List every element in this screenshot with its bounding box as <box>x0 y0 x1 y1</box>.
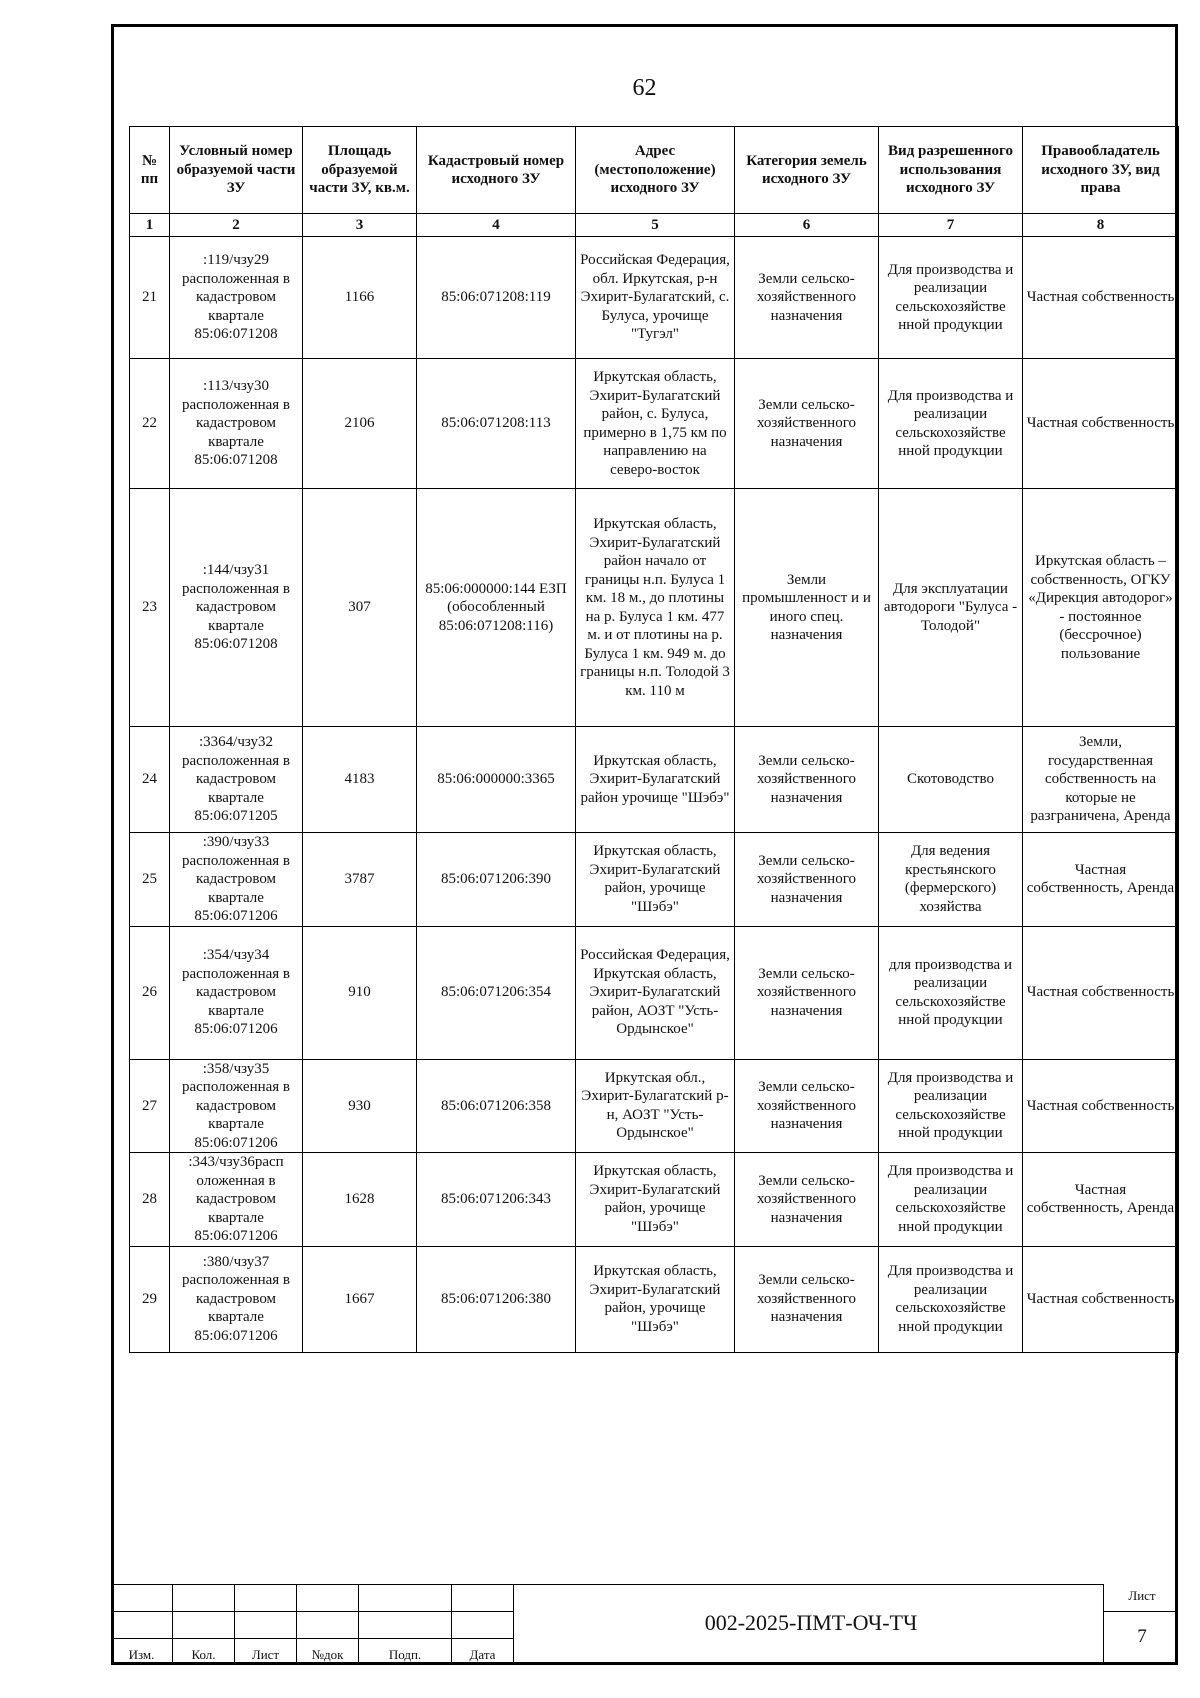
stamp-cell <box>173 1611 235 1638</box>
table-row <box>130 1153 1179 1247</box>
land-category-cell: Земли сельско-хозяйственного назначения <box>735 237 879 359</box>
column-number: 2 <box>170 214 303 237</box>
area-cell: 1166 <box>303 237 417 359</box>
area-cell: 930 <box>303 1059 417 1153</box>
area-cell: 2106 <box>303 359 417 489</box>
header-cell: Кадастровый номер исходного ЗУ <box>417 127 576 214</box>
column-number: 7 <box>879 214 1023 237</box>
address-cell: Иркутская область, Эхирит-Булагатский район, урочище "Шэбэ" <box>576 1153 735 1247</box>
area-cell: 1628 <box>303 1153 417 1247</box>
address-cell: Иркутская область, Эхирит-Булагатский район, урочище "Шэбэ" <box>576 1246 735 1352</box>
stamp-cell <box>359 1584 452 1611</box>
stamp-cell <box>235 1611 297 1638</box>
permitted-use-cell: Для эксплуатации автодороги "Булуса - Толодой" <box>879 489 1023 727</box>
permitted-use-cell: для производства и реализации сельскохозяйстве нной продукции <box>879 926 1023 1059</box>
area-cell: 3787 <box>303 833 417 927</box>
area-cell: 910 <box>303 926 417 1059</box>
table-row <box>130 237 1179 359</box>
parcel-part-number-cell: :380/чзу37 расположенная в кадастровом квартале 85:06:071206 <box>170 1246 303 1352</box>
land-category-cell: Земли сельско-хозяйственного назначения <box>735 359 879 489</box>
stamp-label-cell <box>452 1638 514 1665</box>
parcel-part-number-cell: :144/чзу31 расположенная в кадастровом квартале 85:06:071208 <box>170 489 303 727</box>
land-category-cell: Земли сельско-хозяйственного назначения <box>735 833 879 927</box>
column-number: 3 <box>303 214 417 237</box>
land-category-cell: Земли сельско-хозяйственного назначения <box>735 926 879 1059</box>
title-block <box>111 1584 1178 1665</box>
header-cell: Правообладатель исходного ЗУ, вид права <box>1023 127 1179 214</box>
stamp-cell <box>452 1611 514 1638</box>
row-number-cell: 22 <box>130 359 170 489</box>
stamp-label-cell <box>111 1638 173 1665</box>
permitted-use-cell: Для производства и реализации сельскохозяйстве нной продукции <box>879 359 1023 489</box>
cadastral-number-cell: 85:06:071206:343 <box>417 1153 576 1247</box>
column-number-row <box>130 214 1179 237</box>
address-cell: Российская Федерация, Иркутская область, Эхирит-Булагатский район, АОЗТ "Усть-Ордынское" <box>576 926 735 1059</box>
row-number-cell: 29 <box>130 1246 170 1352</box>
stamp-cell <box>359 1611 452 1638</box>
right-holder-cell: Иркутская область – собственность, ОГКУ «Дирекция автодорог» - постоянное (бессрочное) пользование <box>1023 489 1179 727</box>
sheet-number: 7 <box>1137 1626 1147 1647</box>
stamp-label: Подп. <box>388 1647 422 1662</box>
stamp-label-cell <box>173 1638 235 1665</box>
sheet-label: Лист <box>1128 1588 1156 1603</box>
parcel-part-number-cell: :358/чзу35 расположенная в кадастровом квартале 85:06:071206 <box>170 1059 303 1153</box>
right-holder-cell: Частная собственность <box>1023 237 1179 359</box>
stamp-cell <box>111 1611 173 1638</box>
row-number-cell: 21 <box>130 237 170 359</box>
address-cell: Иркутская область, Эхирит-Булагатский район урочище "Шэбэ" <box>576 727 735 833</box>
land-parcels-table <box>129 126 1179 1353</box>
right-holder-cell: Частная собственность <box>1023 359 1179 489</box>
stamp-label: Лист <box>251 1647 280 1662</box>
stamp-cell <box>173 1584 235 1611</box>
permitted-use-cell: Скотоводство <box>879 727 1023 833</box>
column-number: 4 <box>417 214 576 237</box>
stamp-label-cell <box>359 1638 452 1665</box>
parcel-part-number-cell: :113/чзу30 расположенная в кадастровом квартале 85:06:071208 <box>170 359 303 489</box>
stamp-label: Кол. <box>191 1647 216 1662</box>
table-row <box>130 926 1179 1059</box>
address-cell: Иркутская область, Эхирит-Булагатский район, с. Булуса, примерно в 1,75 км по направлению на северо-восток <box>576 359 735 489</box>
table-row <box>130 1246 1179 1352</box>
header-cell: Площадь образуемой части ЗУ, кв.м. <box>303 127 417 214</box>
column-number: 1 <box>130 214 170 237</box>
stamp-label-cell <box>297 1638 359 1665</box>
permitted-use-cell: Для производства и реализации сельскохозяйстве нной продукции <box>879 1059 1023 1153</box>
area-cell: 4183 <box>303 727 417 833</box>
right-holder-cell: Частная собственность <box>1023 1246 1179 1352</box>
cadastral-number-cell: 85:06:000000:3365 <box>417 727 576 833</box>
land-category-cell: Земли промышленност и и иного спец. назначения <box>735 489 879 727</box>
row-number-cell: 27 <box>130 1059 170 1153</box>
cadastral-number-cell: 85:06:000000:144 ЕЗП (обособленный 85:06:071208:116) <box>417 489 576 727</box>
stamp-label: №док <box>311 1647 344 1662</box>
column-number: 8 <box>1023 214 1179 237</box>
stamp-label-cell <box>235 1638 297 1665</box>
stamp-cell <box>111 1584 173 1611</box>
row-number-cell: 28 <box>130 1153 170 1247</box>
right-holder-cell: Частная собственность, Аренда <box>1023 833 1179 927</box>
table-row <box>130 1059 1179 1153</box>
land-category-cell: Земли сельско-хозяйственного назначения <box>735 1153 879 1247</box>
area-cell: 307 <box>303 489 417 727</box>
address-cell: Иркутская область, Эхирит-Булагатский район, урочище "Шэбэ" <box>576 833 735 927</box>
permitted-use-cell: Для производства и реализации сельскохозяйстве нной продукции <box>879 1153 1023 1247</box>
table-row <box>130 833 1179 927</box>
table-header-row <box>130 127 1179 214</box>
column-number: 6 <box>735 214 879 237</box>
table-row <box>130 489 1179 727</box>
address-cell: Российская Федерация, обл. Иркутская, р-н Эхирит-Булагатский, с. Булуса, урочище "Тугэл" <box>576 237 735 359</box>
address-cell: Иркутская область, Эхирит-Булагатский район начало от границы н.п. Булуса 1 км. 18 м., до плотины на р. Булуса 1 км. 477 м. и от плотины на р. Булуса 1 км. 949 м. до границы н.п. Толодой 3 км. 110 м <box>576 489 735 727</box>
header-cell: Вид разрешенного использования исходного ЗУ <box>879 127 1023 214</box>
header-cell: Категория земель исходного ЗУ <box>735 127 879 214</box>
area-cell: 1667 <box>303 1246 417 1352</box>
stamp-cell <box>452 1584 514 1611</box>
permitted-use-cell: Для производства и реализации сельскохозяйстве нной продукции <box>879 237 1023 359</box>
cadastral-number-cell: 85:06:071208:113 <box>417 359 576 489</box>
cadastral-number-cell: 85:06:071206:390 <box>417 833 576 927</box>
parcel-part-number-cell: :343/чзу36расп оложенная в кадастровом квартале 85:06:071206 <box>170 1153 303 1247</box>
land-category-cell: Земли сельско-хозяйственного назначения <box>735 1246 879 1352</box>
header-cell: Условный номер образуемой части ЗУ <box>170 127 303 214</box>
permitted-use-cell: Для производства и реализации сельскохозяйстве нной продукции <box>879 1246 1023 1352</box>
cadastral-number-cell: 85:06:071206:380 <box>417 1246 576 1352</box>
right-holder-cell: Частная собственность <box>1023 926 1179 1059</box>
document-code: 002-2025-ПМТ-ОЧ-ТЧ <box>704 1610 918 1635</box>
address-cell: Иркутская обл., Эхирит-Булагатский р-н, АОЗТ "Усть-Ордынское" <box>576 1059 735 1153</box>
row-number-cell: 26 <box>130 926 170 1059</box>
cadastral-number-cell: 85:06:071206:358 <box>417 1059 576 1153</box>
header-cell: № пп <box>130 127 170 214</box>
stamp-label: Изм. <box>128 1647 155 1662</box>
parcel-part-number-cell: :390/чзу33 расположенная в кадастровом квартале 85:06:071206 <box>170 833 303 927</box>
parcel-part-number-cell: :3364/чзу32 расположенная в кадастровом квартале 85:06:071205 <box>170 727 303 833</box>
cadastral-number-cell: 85:06:071208:119 <box>417 237 576 359</box>
row-number-cell: 23 <box>130 489 170 727</box>
parcel-part-number-cell: :119/чзу29 расположенная в кадастровом квартале 85:06:071208 <box>170 237 303 359</box>
header-cell: Адрес (местоположение) исходного ЗУ <box>576 127 735 214</box>
column-number: 5 <box>576 214 735 237</box>
cadastral-number-cell: 85:06:071206:354 <box>417 926 576 1059</box>
land-category-cell: Земли сельско-хозяйственного назначения <box>735 727 879 833</box>
page-number: 62 <box>632 75 657 101</box>
table-row <box>130 359 1179 489</box>
permitted-use-cell: Для ведения крестьянского (фермерского) хозяйства <box>879 833 1023 927</box>
stamp-cell <box>297 1611 359 1638</box>
stamp-label: Дата <box>469 1647 496 1662</box>
parcel-part-number-cell: :354/чзу34 расположенная в кадастровом квартале 85:06:071206 <box>170 926 303 1059</box>
stamp-cell <box>297 1584 359 1611</box>
table-row <box>130 727 1179 833</box>
stamp-cell <box>235 1584 297 1611</box>
land-category-cell: Земли сельско-хозяйственного назначения <box>735 1059 879 1153</box>
right-holder-cell: Земли, государственная собственность на которые не разграничена, Аренда <box>1023 727 1179 833</box>
right-holder-cell: Частная собственность, Аренда <box>1023 1153 1179 1247</box>
right-holder-cell: Частная собственность <box>1023 1059 1179 1153</box>
row-number-cell: 24 <box>130 727 170 833</box>
row-number-cell: 25 <box>130 833 170 927</box>
